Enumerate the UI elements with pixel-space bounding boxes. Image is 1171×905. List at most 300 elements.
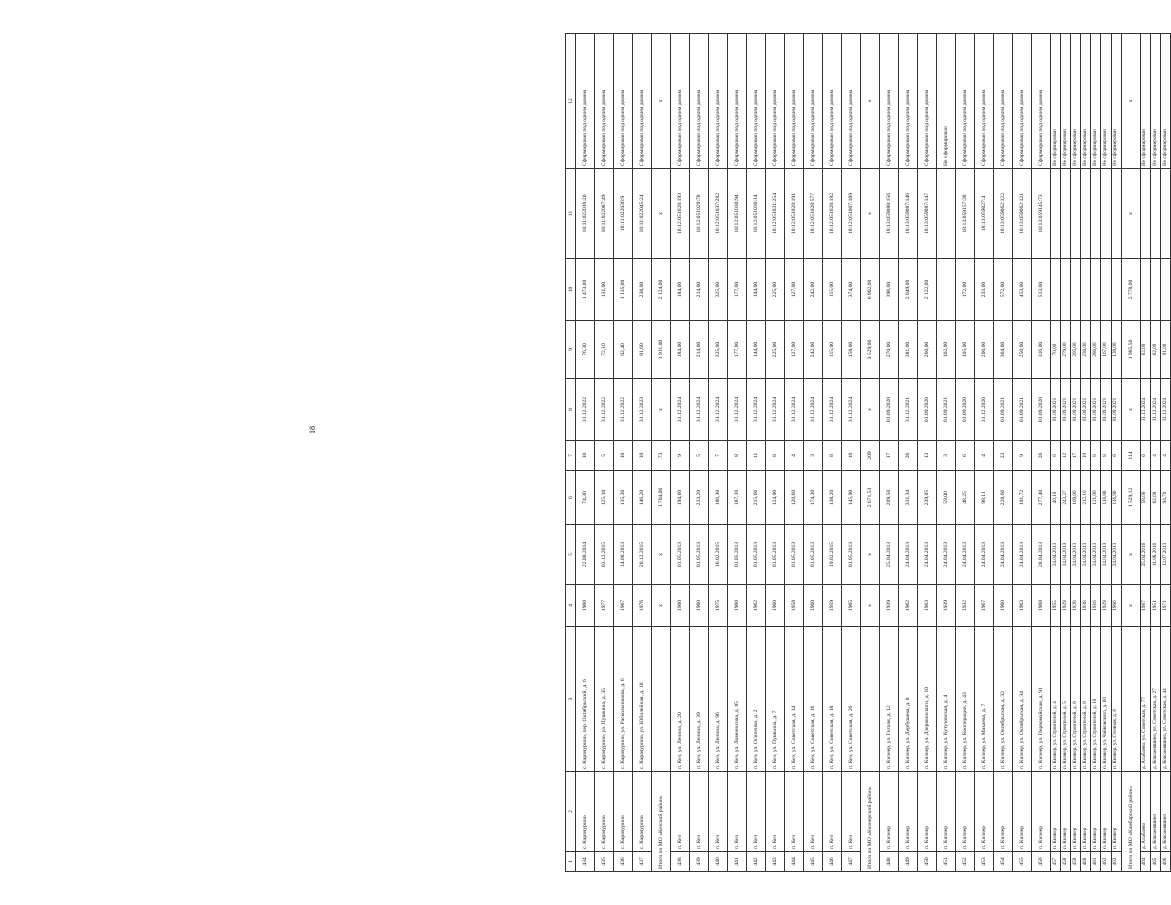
table-cell: 18:11:022087:49 <box>595 169 614 259</box>
table-cell: 1939 <box>880 585 899 627</box>
table-cell: 18:13:059062:121 <box>1013 169 1032 259</box>
table-cell: 184,00 <box>671 321 690 379</box>
table-cell: Сформирован под одним домом <box>804 34 823 169</box>
table-cell: п. Кез <box>766 772 785 852</box>
table-cell: 238,00 <box>633 259 652 321</box>
table-cell: 146,20 <box>633 471 652 525</box>
table-cell: 1 529,12 <box>1121 471 1140 525</box>
table-cell: Итого по МО «Кезский район» <box>652 772 671 872</box>
table-cell <box>1150 259 1160 321</box>
table-row <box>975 34 994 872</box>
table-cell: 442 <box>747 852 766 872</box>
table-cell: 1959 <box>823 585 842 627</box>
table-cell: 17 <box>1071 441 1081 471</box>
table-cell: п. Кизнер <box>1081 772 1091 852</box>
table-cell: Не сформирован <box>1111 34 1121 169</box>
table-cell: Не сформирован <box>937 34 956 169</box>
table-cell: д. Кокоаевшино <box>1160 772 1170 852</box>
table-cell: п. Кизнер, ул. Дзержинского, д. 10 <box>918 627 937 772</box>
table-cell: 445 <box>804 852 823 872</box>
table-cell: п. Кизнер <box>1071 772 1081 852</box>
table-cell <box>937 169 956 259</box>
table-cell: Сформирован под одним домом <box>595 34 614 169</box>
table-cell: Сформирован под одним домом <box>785 34 804 169</box>
table-cell: 463 <box>1111 852 1121 872</box>
table-cell: с. Карачурино, ул. Юбилейная, д. 18 <box>633 627 652 772</box>
table-cell: 260,00 <box>918 321 937 379</box>
table-cell: п. Кез, ул. Осипенко, д. 2 <box>747 627 766 772</box>
table-cell: 124,90 <box>766 471 785 525</box>
table-cell: 18:13:059027:4 <box>975 169 994 259</box>
table-cell: 18:12:051028:191 <box>785 169 804 259</box>
table-cell: 26 <box>899 441 918 471</box>
table-cell: 31.12.2024 <box>690 379 709 441</box>
table-cell: 18:12:051028:192 <box>823 169 842 259</box>
table-cell: 1938 <box>1081 585 1091 627</box>
table-cell: 18:12:051037:282 <box>709 169 728 259</box>
table-cell <box>1101 259 1111 321</box>
table-cell: Сформирован под одним домом <box>1032 34 1051 169</box>
table-cell: Сформирован под одним домом <box>709 34 728 169</box>
table-cell: 242,00 <box>804 321 823 379</box>
table-cell: 1960 <box>576 585 595 627</box>
table-cell: 131,00 <box>595 259 614 321</box>
table-cell: 381,00 <box>899 321 918 379</box>
table-cell: Сформирован под одним домом <box>842 34 861 169</box>
table-cell: 01.05.2013 <box>671 525 690 585</box>
table-cell: 74,30 <box>576 471 595 525</box>
table-cell: 127,00 <box>785 259 804 321</box>
table-cell <box>1121 627 1140 772</box>
table-cell: х <box>861 169 880 259</box>
table-cell: Сформирован под одним домом <box>576 34 595 169</box>
table-cell: 28.04.2013 <box>1032 525 1051 585</box>
table-cell: 186,30 <box>709 471 728 525</box>
table-cell <box>861 627 880 772</box>
table-cell: 158,00 <box>842 321 861 379</box>
table-cell <box>1081 169 1091 259</box>
table-cell: 01.05.2013 <box>842 525 861 585</box>
table-cell: с. Карачурино, ул. Пушкина, д. 35 <box>595 627 614 772</box>
table-row <box>785 34 804 872</box>
table-cell: 31.12.2020 <box>975 379 994 441</box>
table-cell: 1987 <box>1140 585 1150 627</box>
table-cell: 1929 <box>1101 585 1111 627</box>
table-cell: п. Кез <box>842 772 861 852</box>
table-row <box>918 34 937 872</box>
table-cell: с. Карачурино <box>595 772 614 852</box>
table-cell: 6 <box>1111 441 1121 471</box>
table-cell: 462 <box>1101 852 1111 872</box>
table-cell: Сформирован под одним домом <box>975 34 994 169</box>
table-cell: 1960 <box>728 585 747 627</box>
table-cell: 1966 <box>1111 585 1121 627</box>
table-body <box>566 34 1171 872</box>
table-cell: п. Кизнер <box>899 772 918 852</box>
table-cell: п. Кизнер, ул. Кооперации, д. 43 <box>956 627 975 772</box>
table-cell: Не сформирован <box>1071 34 1081 169</box>
table-cell <box>1051 259 1061 321</box>
table-cell <box>1160 169 1170 259</box>
table-cell <box>652 627 671 772</box>
table-cell: 01.09.2020 <box>956 379 975 441</box>
table-cell: Сформирован под одним домом <box>994 34 1013 169</box>
table-cell: 454 <box>994 852 1013 872</box>
table-cell: 6 <box>1051 441 1061 471</box>
table-cell: 438 <box>671 852 690 872</box>
table-cell: 233,20 <box>690 471 709 525</box>
table-cell: 121,90 <box>1091 471 1101 525</box>
table-cell: 441 <box>728 852 747 872</box>
table-cell: х <box>652 585 671 627</box>
table-cell: Не сформирован <box>1081 34 1091 169</box>
table-cell: 4 <box>975 441 994 471</box>
table-cell: 18:12:051007:189 <box>842 169 861 259</box>
table-cell: 1975 <box>709 585 728 627</box>
table-cell: 62,00 <box>1150 321 1160 379</box>
table-cell: Итого по МО «Кизнерский район» <box>861 772 880 872</box>
table-cell: п. Кизнер, ул. Кутузовская, д. 4 <box>937 627 956 772</box>
table-cell: 18:11:022016:20 <box>576 169 595 259</box>
table-cell: х <box>652 169 671 259</box>
table-cell: х <box>861 379 880 441</box>
table-cell: 452 <box>956 852 975 872</box>
table-cell: 436 <box>614 852 633 872</box>
table-cell: 325,00 <box>709 321 728 379</box>
table-cell: 1963 <box>1013 585 1032 627</box>
table-cell: 1960 <box>994 585 1013 627</box>
table-cell: 1971 <box>1160 585 1170 627</box>
table-cell: 169,90 <box>1071 471 1081 525</box>
table-cell: 1960 <box>804 585 823 627</box>
table-cell: 62,00 <box>1140 321 1150 379</box>
table-cell: 10 <box>842 441 861 471</box>
table-cell: 1951 <box>1150 585 1160 627</box>
table-cell: 447 <box>842 852 861 872</box>
table-cell: 18:12:051029:78 <box>690 169 709 259</box>
table-row <box>823 34 842 872</box>
table-cell: 23 <box>994 441 1013 471</box>
table-cell: х <box>861 525 880 585</box>
table-cell <box>1051 169 1061 259</box>
table-cell: 94,70 <box>1160 471 1170 525</box>
table-cell: п. Кез <box>728 772 747 852</box>
table-cell: 228,66 <box>994 471 1013 525</box>
table-row <box>1160 34 1170 872</box>
table-cell: 116,90 <box>1111 471 1121 525</box>
table-cell <box>1061 169 1071 259</box>
table-cell: 01.05.2013 <box>690 525 709 585</box>
table-cell: 125,10 <box>595 471 614 525</box>
table-cell: 172,00 <box>956 259 975 321</box>
table-cell: 4 <box>1150 441 1160 471</box>
table-row <box>728 34 747 872</box>
table-cell: 26 <box>1032 441 1051 471</box>
table-cell: п. Кизнер <box>1051 772 1061 852</box>
table-cell: х <box>1121 525 1140 585</box>
table-cell: Сформирован под одним домом <box>671 34 690 169</box>
table-cell: п. Кизнер, ул. Строителей, д. 4 <box>1051 627 1061 772</box>
table-cell: 81,60 <box>633 321 652 379</box>
table-cell: п. Кез, ул. Советская, д. 26 <box>842 627 861 772</box>
table-cell: 4 <box>1160 441 1170 471</box>
table-cell: 102,00 <box>937 321 956 379</box>
table-cell: 453,00 <box>1013 259 1032 321</box>
table-row <box>595 34 614 872</box>
table-cell: с. Карачурино <box>633 772 652 852</box>
table-cell: 434 <box>576 852 595 872</box>
table-row <box>614 34 633 872</box>
table-cell: Сформирован под одним домом <box>823 34 842 169</box>
table-cell: х <box>1121 169 1140 259</box>
column-header: 8 <box>566 379 576 441</box>
table-cell: 465 <box>1150 852 1160 872</box>
table-cell: Не сформирован <box>1051 34 1061 169</box>
table-cell: п. Кизнер, ул. Первомайская, д. 91 <box>1032 627 1051 772</box>
table-cell: 98,11 <box>975 471 994 525</box>
table-cell: 167,00 <box>1101 321 1111 379</box>
table-cell: Не сформирован <box>1091 34 1101 169</box>
table-cell: 18:12:051030:94 <box>728 169 747 259</box>
table-cell <box>1150 169 1160 259</box>
table-cell: Сформирован под одним домом <box>747 34 766 169</box>
table-cell: 01.05.2013 <box>785 525 804 585</box>
table-cell: 91,00 <box>1160 321 1170 379</box>
table-cell: п. Кез, ул. Советская, д. 18 <box>823 627 842 772</box>
table-cell: х <box>652 379 671 441</box>
table-cell: д. Алабаево, ул. Советская, д. 77 <box>1140 627 1150 772</box>
table-cell: Не сформирован <box>1160 34 1170 169</box>
table-cell: 6 902,00 <box>861 259 880 321</box>
table-cell: п. Кизнер <box>1061 772 1071 852</box>
table-cell: 24.04.2013 <box>1061 525 1071 585</box>
table-cell: 13 <box>918 441 937 471</box>
table-cell: 1965 <box>842 585 861 627</box>
table-cell <box>1111 169 1121 259</box>
table-cell: 6 <box>956 441 975 471</box>
table-cell: п. Кез <box>709 772 728 852</box>
table-cell: 24.04.2013 <box>899 525 918 585</box>
table-cell: 10 <box>576 441 595 471</box>
table-cell: 18:12:051031:254 <box>766 169 785 259</box>
table-cell: Не сформирован <box>1150 34 1160 169</box>
table-cell: 9 <box>1013 441 1032 471</box>
subtotal-row <box>652 34 671 872</box>
table-cell: 01.09.2021 <box>937 379 956 441</box>
table-cell: 2 124,00 <box>652 259 671 321</box>
table-row <box>1111 34 1121 872</box>
table-cell: 209 <box>861 441 880 471</box>
table-cell: 25.04.2013 <box>880 525 899 585</box>
table-cell: 242,00 <box>804 259 823 321</box>
table-cell: 03.12.2015 <box>595 525 614 585</box>
table-row <box>1051 34 1061 872</box>
table-cell: 1932 <box>956 585 975 627</box>
table-cell: 455 <box>1013 852 1032 872</box>
column-header: 7 <box>566 441 576 471</box>
table-row <box>899 34 918 872</box>
table-cell: с. Карачурино, пер. Октябрьский, д. 6 <box>576 627 595 772</box>
table-cell: 1916 <box>1091 585 1101 627</box>
table-cell: 18:13:059087:146 <box>899 169 918 259</box>
table-cell: 239,05 <box>918 471 937 525</box>
table-cell: 31.12.2024 <box>709 379 728 441</box>
table-cell <box>1071 169 1081 259</box>
table-cell <box>1111 259 1121 321</box>
table-cell: 1929 <box>1061 585 1071 627</box>
table-cell: п. Кез, ул. Советская, д. 16 <box>804 627 823 772</box>
table-cell: д. Алабаево <box>1140 772 1150 852</box>
table-cell: 18:13:059157:38 <box>956 169 975 259</box>
table-cell: 277,40 <box>1032 471 1051 525</box>
table-cell: х <box>861 585 880 627</box>
table-cell: 466 <box>1160 852 1170 872</box>
table-cell: п. Кизнер <box>975 772 994 852</box>
table-cell: 11 <box>747 441 766 471</box>
table-cell: 01.05.2013 <box>747 525 766 585</box>
table-cell: 5 <box>595 441 614 471</box>
table-cell: 1 911,00 <box>652 321 671 379</box>
column-header: 9 <box>566 321 576 379</box>
table-cell: 458 <box>1061 852 1071 872</box>
table-cell <box>1101 169 1111 259</box>
table-cell: 331,34 <box>899 471 918 525</box>
table-cell: 1928 <box>1071 585 1081 627</box>
table-cell: 460 <box>1081 852 1091 872</box>
table-cell: 1967 <box>614 585 633 627</box>
table-cell: 225,00 <box>766 259 785 321</box>
table-cell: 11.08.2016 <box>1150 525 1160 585</box>
column-header: 5 <box>566 525 576 585</box>
table-cell: 24.04.2013 <box>1051 525 1061 585</box>
table-cell: 1 985,50 <box>1121 321 1140 379</box>
table-cell: п. Кизнер, ул. Октябрьская, д. 34 <box>1013 627 1032 772</box>
table-cell <box>1091 259 1101 321</box>
table-cell: 01.09.2021 <box>1101 379 1111 441</box>
table-cell: п. Кизнер <box>880 772 899 852</box>
table-cell: п. Кизнер, ул. Октябрьская, д. 32 <box>994 627 1013 772</box>
table-cell: 114 <box>1121 441 1140 471</box>
table-cell: 6 <box>1140 441 1150 471</box>
table-cell: 31.12.2024 <box>823 379 842 441</box>
table-cell: 01.09.2021 <box>1071 379 1081 441</box>
table-cell: 1962 <box>899 585 918 627</box>
table-cell: х <box>1121 379 1140 441</box>
table-cell: 461 <box>1091 852 1101 872</box>
table-cell: п. Кизнер, ул. Строителей, д. 10 <box>1091 627 1101 772</box>
table-cell: 8 <box>1091 441 1101 471</box>
table-cell: Сформирован под одним домом <box>690 34 709 169</box>
table-cell: 8 <box>728 441 747 471</box>
table-cell: 01.09.2021 <box>1081 379 1091 441</box>
column-header: 2 <box>566 772 576 852</box>
table-cell: п. Кизнер, ул. Гоголя, д. 12 <box>880 627 899 772</box>
table-cell: 24.04.2013 <box>937 525 956 585</box>
table-cell: 225,00 <box>766 321 785 379</box>
table-cell: 1955 <box>1051 585 1061 627</box>
table-cell: 443 <box>766 852 785 872</box>
table-cell: 1 704,06 <box>652 471 671 525</box>
table-cell: 513,00 <box>1032 259 1051 321</box>
table-cell: 01.09.2021 <box>1061 379 1071 441</box>
table-cell: п. Кизнер, ул. Строителей, д. 6 <box>1071 627 1081 772</box>
table-cell: д. Кокоаевшино <box>1150 772 1160 852</box>
table-cell: 177,00 <box>728 259 747 321</box>
table-cell: Сформирован под одним домом <box>633 34 652 169</box>
table-cell: 19.02.2015 <box>823 525 842 585</box>
table-cell: 459 <box>1071 852 1081 872</box>
table-cell: 138,20 <box>823 471 842 525</box>
table-cell: 31.12.2024 <box>671 379 690 441</box>
table-cell: 01.09.2020 <box>880 379 899 441</box>
table-row <box>956 34 975 872</box>
table-cell: 18:12:051028:193 <box>671 169 690 259</box>
table-cell: 451 <box>937 852 956 872</box>
table-cell: 01.09.2020 <box>918 379 937 441</box>
table-cell: 01.05.2013 <box>728 525 747 585</box>
rotated-table-container <box>565 34 1168 872</box>
table-cell: 215,66 <box>747 471 766 525</box>
table-cell: 24.04.2013 <box>1013 525 1032 585</box>
table-cell: 1 473,00 <box>576 259 595 321</box>
table-row <box>1013 34 1032 872</box>
table-cell: д. Кокоаевшино, ул. Советская, д. 44 <box>1160 627 1170 772</box>
table-cell: 24.04.2013 <box>1081 525 1091 585</box>
table-cell: 3 529,00 <box>861 321 880 379</box>
table-cell: 437 <box>633 852 652 872</box>
table-cell: 24.04.2013 <box>1111 525 1121 585</box>
table-cell: 31.12.2024 <box>1150 379 1160 441</box>
table-cell: 115,00 <box>823 321 842 379</box>
table-cell: п. Кизнер <box>1091 772 1101 852</box>
table-cell: 1976 <box>633 585 652 627</box>
table-cell: Сформирован под одним домом <box>956 34 975 169</box>
table-cell: п. Кизнер, ул. Чайковского, д. 60 <box>1101 627 1111 772</box>
table-cell: 01.09.2020 <box>1032 379 1051 441</box>
table-cell: Сформирован под одним домом <box>728 34 747 169</box>
table-cell: 4 <box>785 441 804 471</box>
table-row <box>633 34 652 872</box>
table-cell: 72,10 <box>595 321 614 379</box>
table-cell: 2 122,00 <box>918 259 937 321</box>
table-cell: х <box>861 34 880 169</box>
table-row <box>671 34 690 872</box>
table-cell: п. Кизнер, ул. Макаева, д. 7 <box>975 627 994 772</box>
column-header: 3 <box>566 627 576 772</box>
table-cell: 1968 <box>1032 585 1051 627</box>
table-cell: п. Кез, ул. Ленина, д. 96 <box>709 627 728 772</box>
table-cell: 31.12.2023 <box>633 379 652 441</box>
table-cell: 16.02.2015 <box>709 525 728 585</box>
table-cell: 3 <box>804 441 823 471</box>
table-cell: 1960 <box>671 585 690 627</box>
table-cell: п. Кизнер <box>1101 772 1111 852</box>
table-cell: 59,00 <box>937 471 956 525</box>
table-cell: 14.08.2013 <box>614 525 633 585</box>
table-cell: 105,00 <box>956 321 975 379</box>
subtotal-row <box>1121 34 1140 872</box>
table-cell: 115,00 <box>823 259 842 321</box>
table-cell: Сформирован под одним домом <box>614 34 633 169</box>
table-cell: п. Кизнер <box>937 772 956 852</box>
table-row <box>747 34 766 872</box>
table-cell: 453 <box>975 852 994 872</box>
table-cell: 187,10 <box>728 471 747 525</box>
table-cell <box>937 259 956 321</box>
table-cell: 457 <box>1051 852 1061 872</box>
table-cell: 3 <box>937 441 956 471</box>
table-row <box>1032 34 1051 872</box>
